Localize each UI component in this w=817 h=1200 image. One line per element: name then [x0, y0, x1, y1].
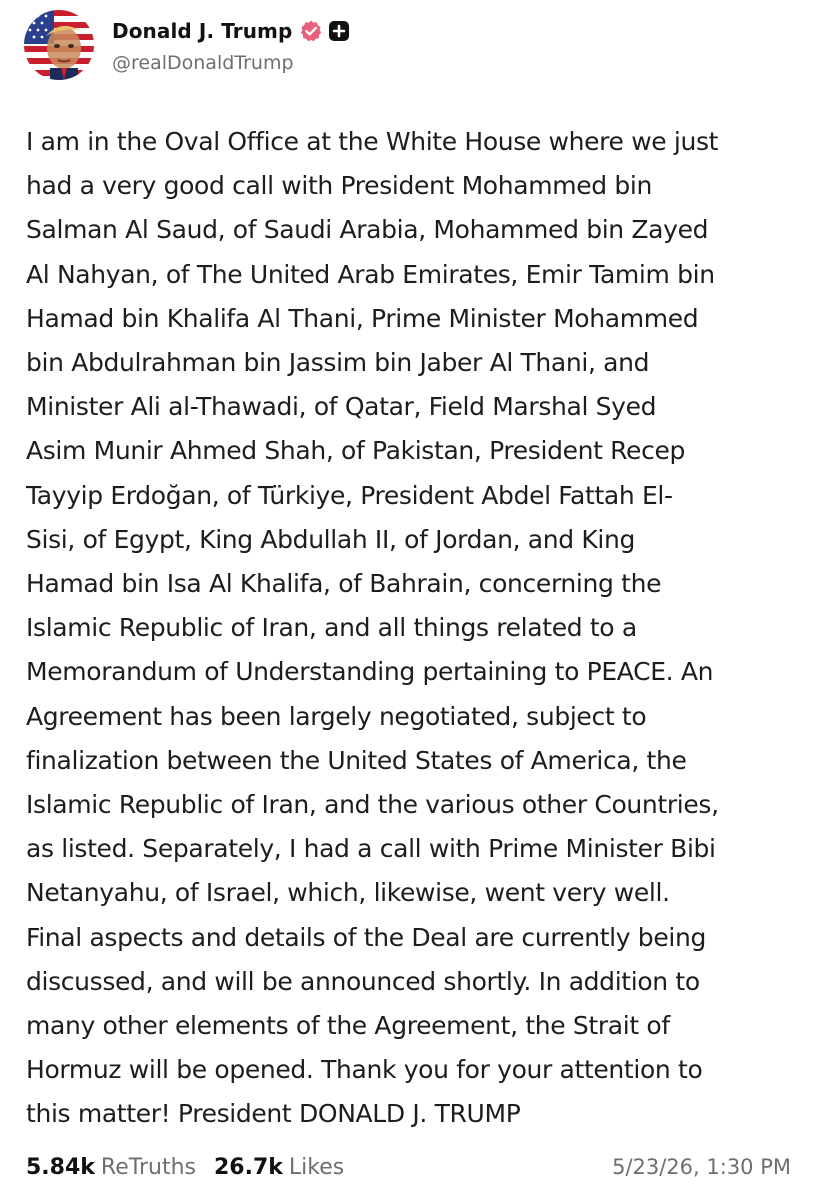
post-header	[24, 8, 349, 82]
display-name[interactable]: Donald J. Trump	[112, 19, 293, 43]
retruths-label: ReTruths	[100, 1154, 196, 1180]
avatar[interactable]	[24, 10, 94, 80]
avatar-image	[24, 10, 94, 80]
post-text: I am in the Oval Office at the White House where we just had a very good call with President Mohammed bin Salman Al Saud, of Saudi Arabia, Mohammed bin Zayed Al Nahyan, of The United Arab Emirates, Emir Tamim bin Hamad bin Khalifa Al Thani, Prime Minister Mohammed bin Abdulrahman bin Jassim bin Jaber Al Thani, and Minister Ali al-Thawadi, of Qatar, Field Marshal Syed Asim Munir Ahmed Shah, of Pakistan, President Recep Tayyip Erdoğan, of Türkiye, President Abdel Fattah El- Sisi, of Egypt, King Abdullah II, of Jordan, and King Hamad bin Isa Al Khalifa, of Bahrain, concerning the Islamic Republic of Iran, and all things related to a Memorandum of Understanding pertaining to PEACE. An Agreement has been largely negotiated, subject to finalization between the United States of America, the Islamic Republic of Iran, and the various other Countries, as listed. Separately, I had a call with Prime Minister Bibi Netanyahu, of Israel, which, likewise, went very well. Final aspects and details of the Deal are currently being discussed, and will be announced shortly. In addition to many other elements of the Agreement, the Strait of Hormuz will be opened. Thank you for your attention to this matter! President DONALD J. TRUMP	[26, 127, 719, 1129]
author-identity	[112, 16, 349, 74]
likes-count: 26.7k	[213, 1154, 283, 1180]
likes-label: Likes	[288, 1154, 345, 1180]
likes-stat[interactable]	[214, 1155, 344, 1180]
plus-icon[interactable]	[329, 21, 349, 41]
retruths-stat[interactable]	[26, 1155, 196, 1180]
retruths-count: 5.84k	[26, 1154, 95, 1180]
author-handle[interactable]: @realDonaldTrump	[112, 52, 294, 74]
verified-badge-icon	[300, 20, 322, 42]
name-row	[112, 16, 349, 46]
post-footer	[26, 1150, 791, 1184]
post-timestamp[interactable]: 5/23/26, 1:30 PM	[612, 1155, 791, 1179]
